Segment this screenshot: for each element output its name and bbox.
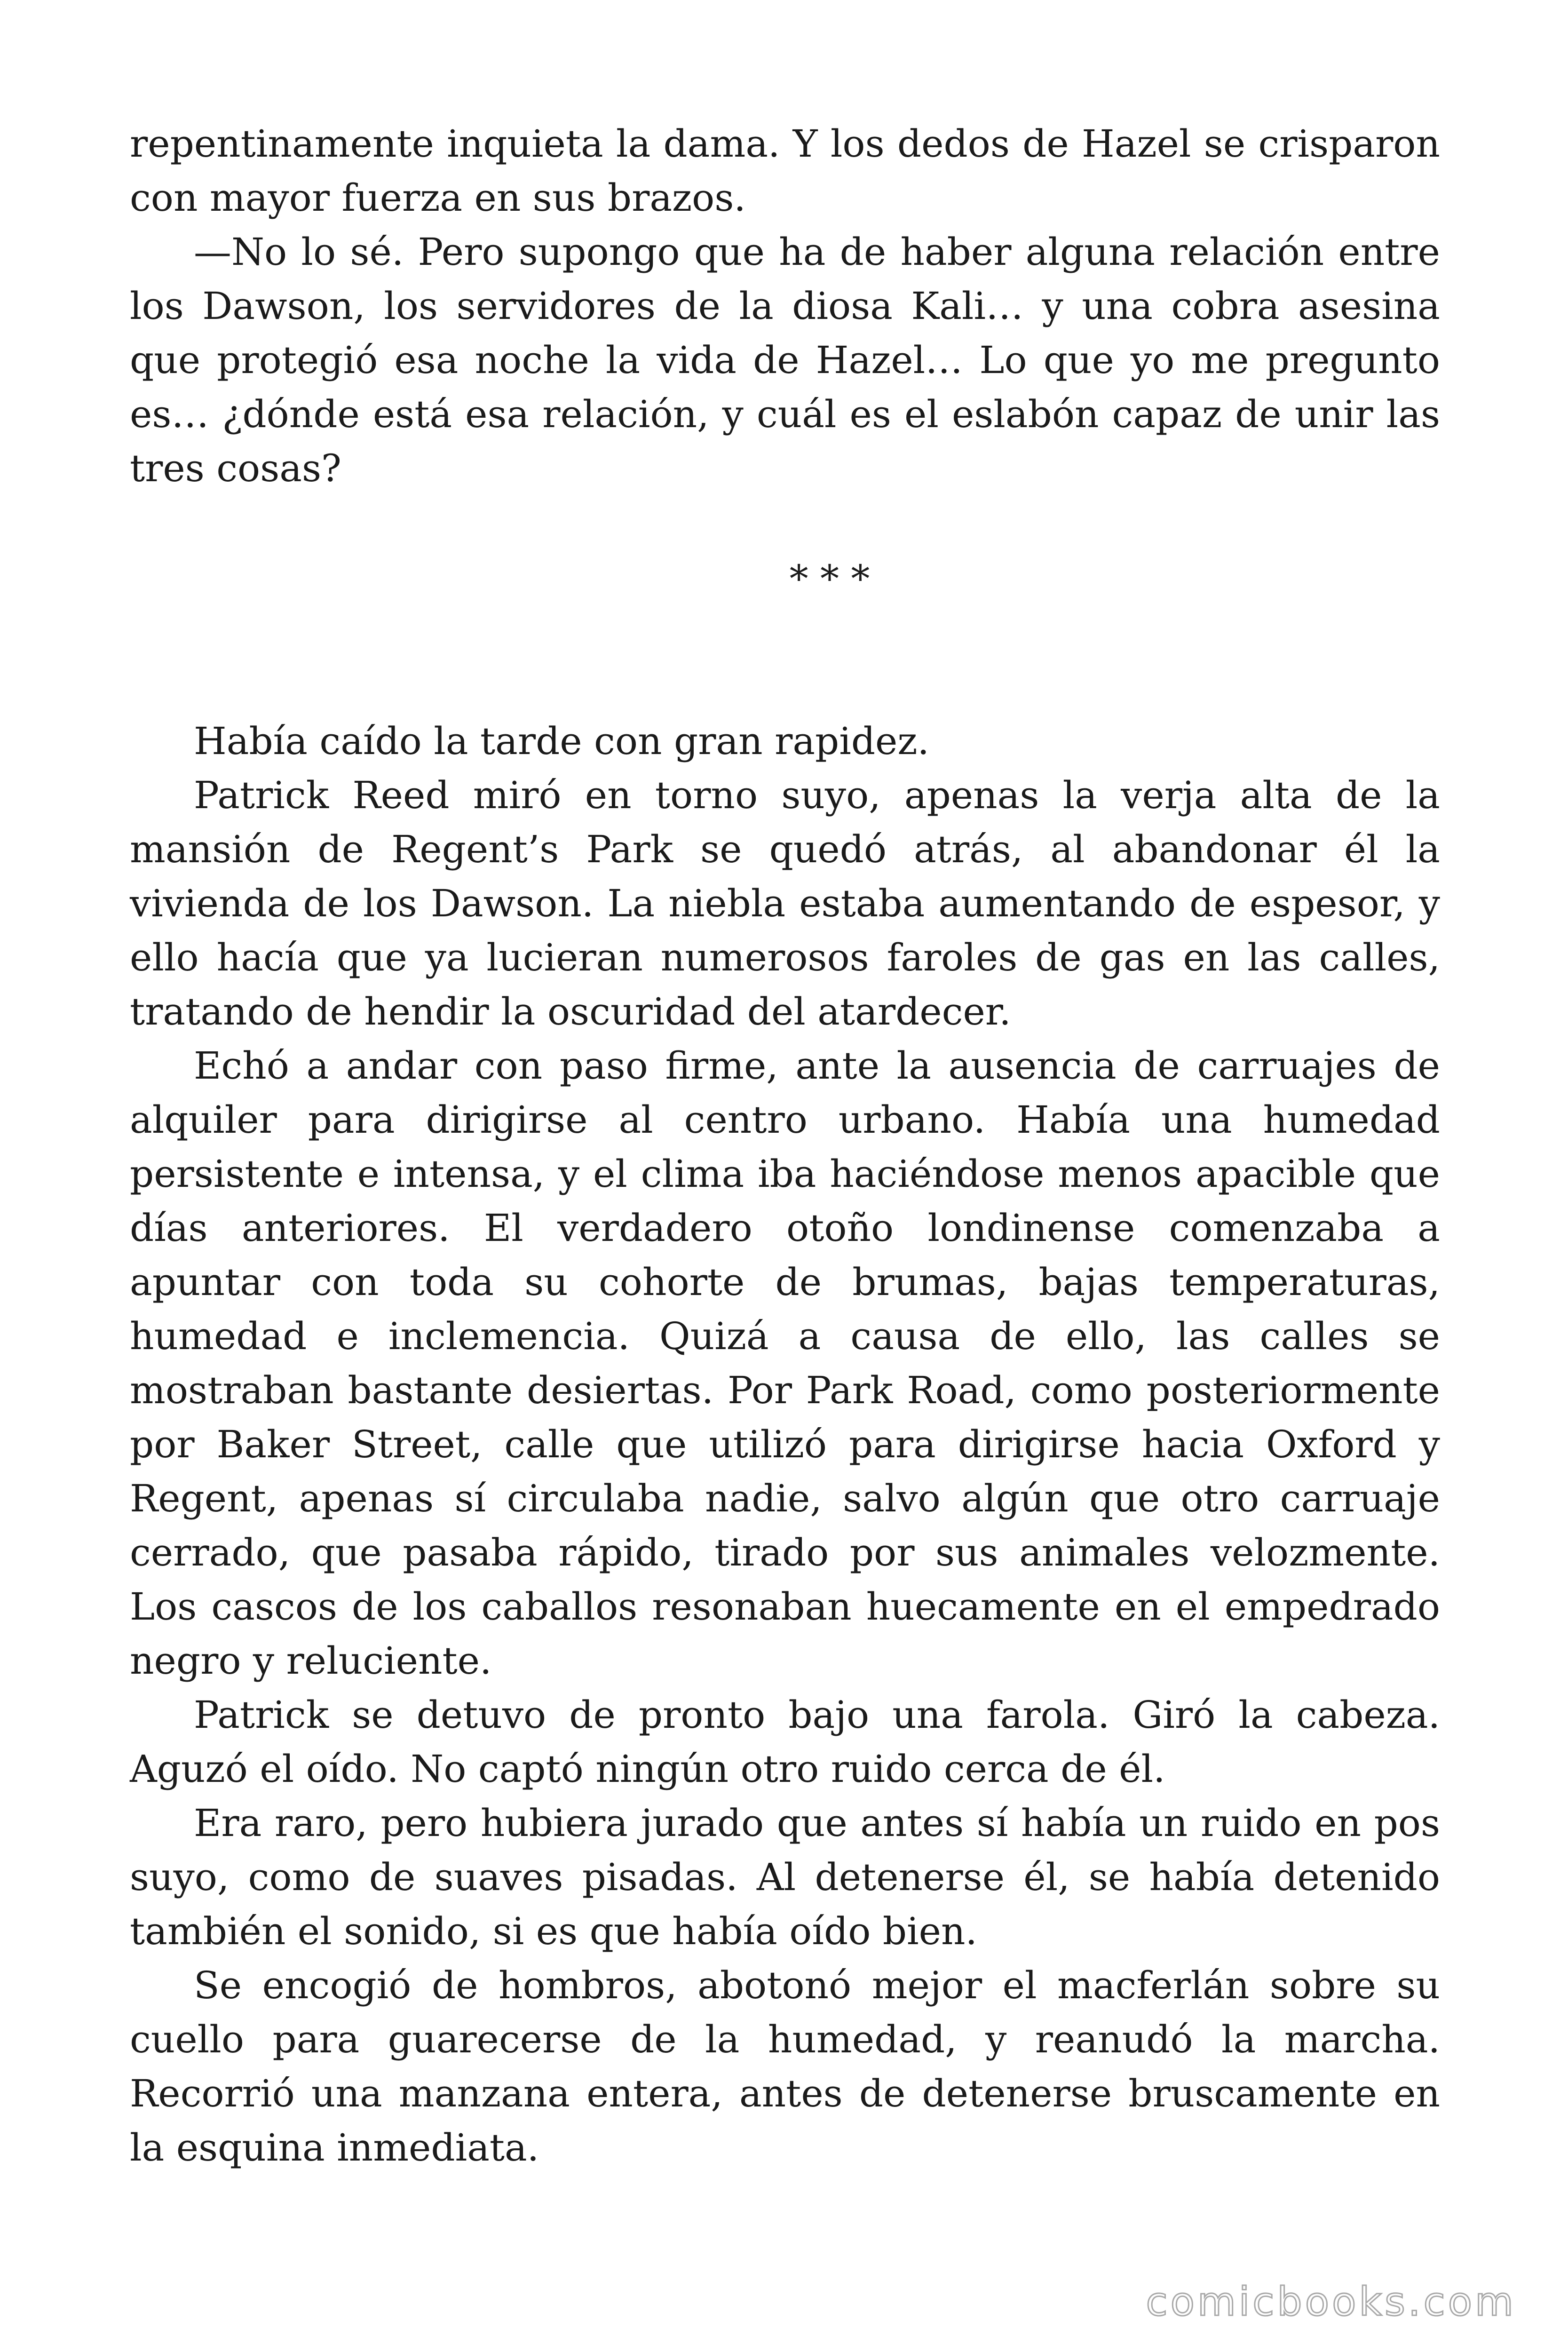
section-gap	[130, 660, 1440, 714]
paragraph: Había caído la tarde con gran rapidez.	[194, 719, 929, 763]
body-text	[130, 117, 1440, 2175]
paragraph: Echó a andar con paso firme, ante la ausencia de carruajes de alquiler para dirigirse al centro urbano. Había una humedad persistente e intensa, y el clima iba haciéndose menos apacible que días anteriores. El verdadero otoño londinense comenzaba a apuntar con toda su cohorte de brumas, bajas temperaturas, humedad e inclemencia. Quizá a causa de ello, las calles se mostraban bastante desiertas. Por Park Road, como posteriormente por Baker Street, calle que utilizó para dirigirse hacia Oxford y Regent, apenas sí circulaba nadie, salvo algún que otro carruaje cerrado, que pasaba rápido, tirado por sus animales velozmente. Los cascos de los caballos resonaban huecamente en el empedrado negro y reluciente.	[130, 1044, 1440, 1683]
paragraph: Era raro, pero hubiera jurado que antes sí había un ruido en pos suyo, como de suaves pisadas. Al detenerse él, se había detenido también el sonido, si es que había oído bien.	[130, 1801, 1440, 1953]
paragraph: —No lo sé. Pero supongo que ha de haber alguna relación entre los Dawson, los servidores de la diosa Kali… y una cobra asesina que protegió esa noche la vida de Hazel… Lo que yo me pregunto es… ¿dónde está esa relación, y cuál es el eslabón capaz de unir las tres cosas?	[130, 230, 1440, 490]
paragraph: Patrick se detuvo de pronto bajo una farola. Giró la cabeza. Aguzó el oído. No captó ningún otro ruido cerca de él.	[130, 1693, 1440, 1791]
scene-break: * * *	[789, 557, 870, 601]
paragraph: Patrick Reed miró en torno suyo, apenas la verja alta de la mansión de Regent’s Park se quedó atrás, al abandonar él la vivienda de los Dawson. La niebla estaba aumentando de espesor, y ello hacía que ya lucieran numerosos faroles de gas en las calles, tratando de hendir la oscuridad del atardecer.	[130, 773, 1440, 1033]
paragraph: Se encogió de hombros, abotonó mejor el macferlán sobre su cuello para guarecerse de la humedad, y reanudó la marcha. Recorrió una manzana entera, antes de detenerse bruscamente en la esquina inmediata.	[130, 1963, 1440, 2169]
paragraph: repentinamente inquieta la dama. Y los dedos de Hazel se crisparon con mayor fuerza en sus brazos.	[130, 122, 1440, 220]
watermark: comicbooks.com	[1146, 2279, 1516, 2325]
